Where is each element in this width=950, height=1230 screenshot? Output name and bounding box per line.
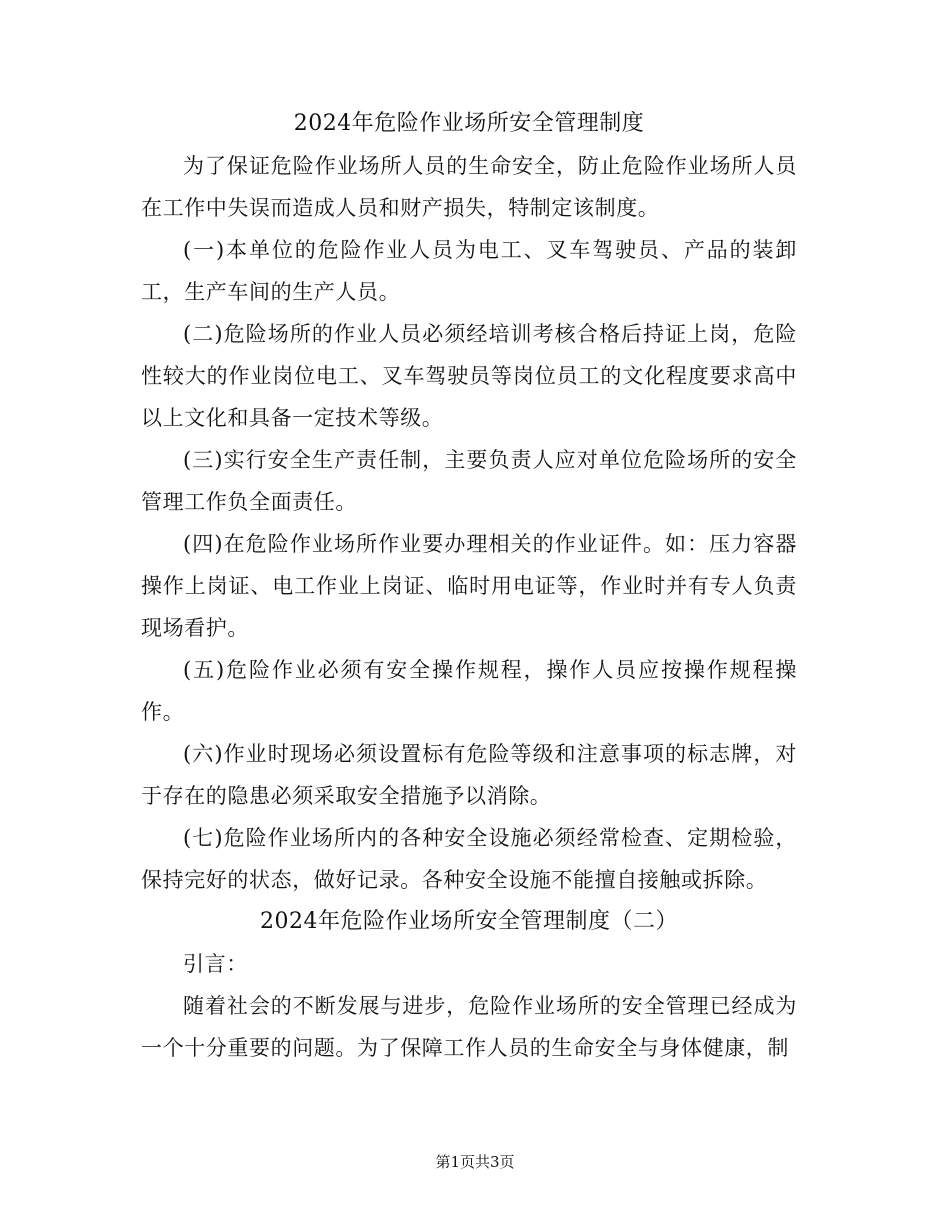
clause-7-paragraph: (七)危险作业场所内的各种安全设施必须经常检查、定期检验，保持完好的状态，做好记录。各种安全设施不能擅自接触或拆除。 bbox=[141, 826, 797, 892]
clause-3-paragraph: (三)实行安全生产责任制，主要负责人应对单位危险场所的安全管理工作负全面责任。 bbox=[141, 448, 797, 514]
clause-1-paragraph: (一)本单位的危险作业人员为电工、叉车驾驶员、产品的装卸工，生产车间的生产人员。 bbox=[141, 238, 797, 304]
preface-label: 引言： bbox=[183, 952, 248, 976]
document-body bbox=[141, 103, 797, 1069]
clause-2-paragraph: (二)危险场所的作业人员必须经培训考核合格后持证上岗，危险性较大的作业岗位电工、叉车驾驶员等岗位员工的文化程度要求高中以上文化和具备一定技术等级。 bbox=[141, 322, 797, 430]
document-title: 2024年危险作业场所安全管理制度 bbox=[293, 111, 645, 136]
preface-paragraph: 随着社会的不断发展与进步，危险作业场所的安全管理已经成为一个十分重要的问题。为了保障工作人员的生命安全与身体健康，制 bbox=[141, 994, 797, 1060]
page-number-footer: 第1页共3页 bbox=[435, 1153, 515, 1171]
second-section-title: 2024年危险作业场所安全管理制度（二） bbox=[260, 909, 678, 934]
intro-paragraph: 为了保证危险作业场所人员的生命安全，防止危险作业场所人员在工作中失误而造成人员和财产损失，特制定该制度。 bbox=[141, 154, 797, 220]
clause-4-paragraph: (四)在危险作业场所作业要办理相关的作业证件。如：压力容器操作上岗证、电工作业上岗证、临时用电证等，作业时并有专人负责现场看护。 bbox=[141, 532, 797, 640]
clause-5-paragraph: (五)危险作业必须有安全操作规程，操作人员应按操作规程操作。 bbox=[141, 658, 797, 724]
clause-6-paragraph: (六)作业时现场必须设置标有危险等级和注意事项的标志牌，对于存在的隐患必须采取安全措施予以消除。 bbox=[141, 742, 797, 808]
